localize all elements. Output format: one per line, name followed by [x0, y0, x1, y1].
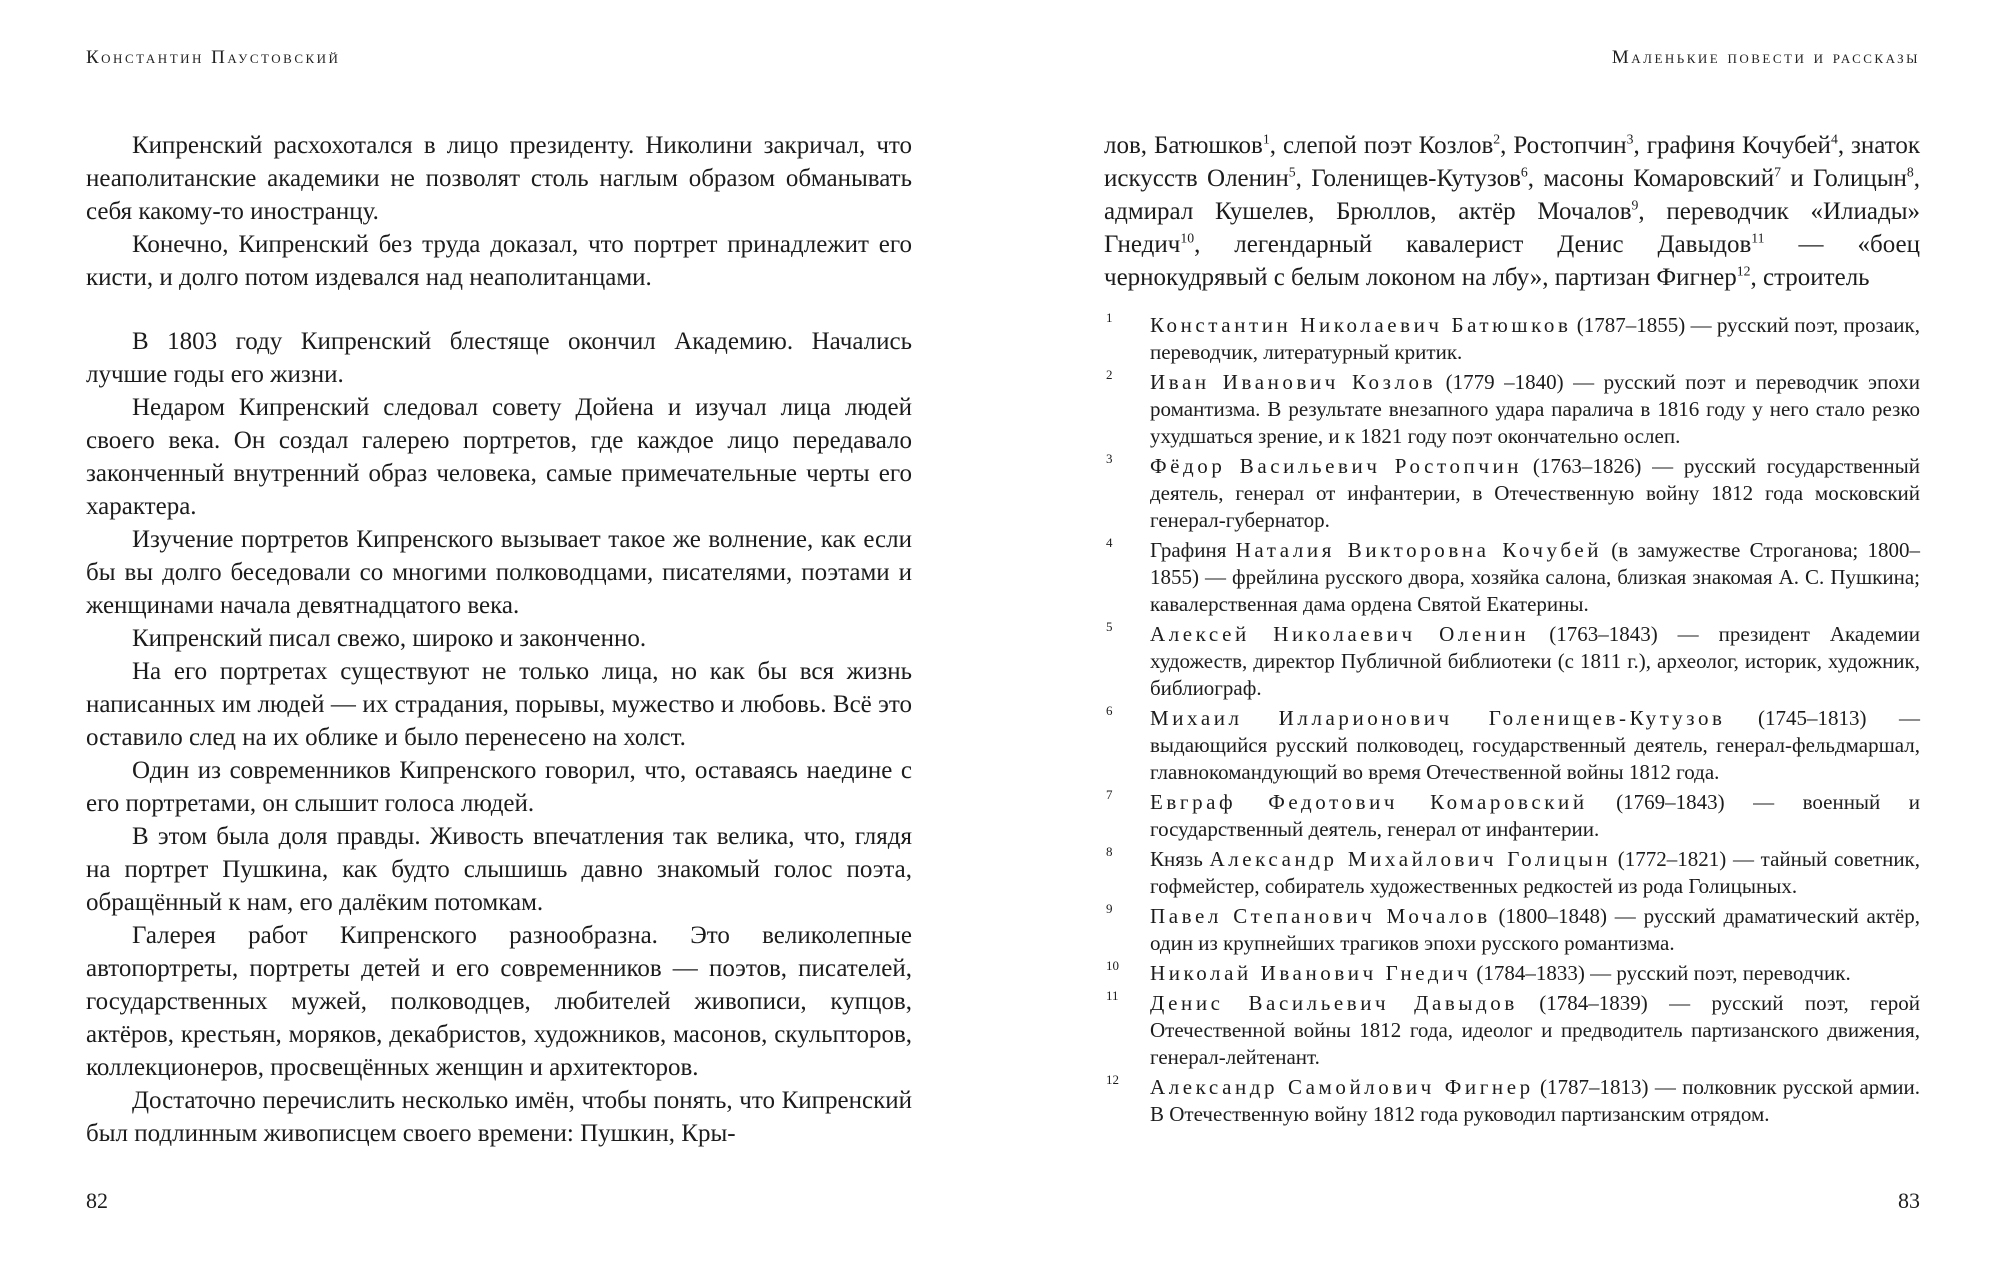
footnote-item: 6 Михаил Илларионович Голенищев-Кутузов (1745–1813) — выдающийся русский полководец, государственный деятель, генерал-фельдмаршал, главнокомандующий во время Отечественной войны 1812 года.	[1106, 703, 1920, 784]
paragraph: Один из современников Кипренского говорил, что, оставаясь наедине с его портретами, он слышит голоса людей.	[86, 757, 912, 817]
paragraph: Кипренский писал свежо, широко и законченно.	[132, 625, 647, 652]
footnote-person-name: Константин Николаевич Батюшков	[1150, 313, 1572, 337]
footnote-number: 4	[1106, 535, 1113, 550]
paragraph: Галерея работ Кипренского разнообразна. Это великолепные автопортреты, портреты детей и его современников — поэтов, писателей, государственных мужей, полководцев, любителей живописи, купцов, актёров, крестьян, моряков, декабристов, художников, масонов, скульпторов, коллекционеров, просвещённых женщин и архитекторов.	[86, 922, 912, 1081]
footnote-number: 1	[1106, 310, 1113, 325]
paragraph: Кипренский расхохотался в лицо президенту. Николини закричал, что неаполитанские академики не позволят столь наглым образом обманывать себя какому-то иностранцу.	[86, 132, 912, 225]
footnote-number: 2	[1106, 367, 1113, 382]
left-running-head: Константин Паустовский	[86, 47, 341, 68]
footnote-item: 4 Графиня Наталия Викторовна Кочубей (в замужестве Строганова; 1800–1855) — фрейлина русского двора, хозяйка салона, близкая знакомая А. С. Пушкина; кавалерственная дама ордена Святой Екатерины.	[1106, 535, 1921, 616]
footnote-item: 10 Николай Иванович Гнедич (1784–1833) — русский поэт, переводчик.	[1106, 958, 1851, 985]
footnote-person-name: Денис Васильевич Давыдов	[1150, 991, 1518, 1015]
footnote-number: 9	[1106, 901, 1113, 916]
footnote-person-name: Александр Самойлович Фигнер	[1150, 1075, 1534, 1099]
paragraph-continuation: лов, Батюшков$^1$, слепой поэт Козлов$^2$, Ростопчин$^3$, графиня Кочубей$^4$, знаток искусств Оленин$^5$, Голенищев-Кутузов$^6$, масоны Комаровский$^7$ и Голицын$^8$, адмирал Кушелев, Брюллов, актёр Мочалов$^9$, переводчик «Илиады» Гнедич$^{10}$, легендарный кавалерист Денис Давыдов$^{11}$ — «боец чернокудрявый с белым локоном на лбу», партизан Фигнер$^{12}$, строитель	[1104, 131, 1921, 291]
footnote-reference: 7	[1774, 164, 1781, 180]
footnote-item: 12 Александр Самойлович Фигнер (1787–1813) — полковник русской армии. В Отечественную войну 1812 года руководил партизанским отрядом.	[1106, 1072, 1920, 1126]
footnote-reference: 1	[1262, 131, 1270, 147]
right-page-body	[1104, 129, 1920, 294]
footnote-number: 3	[1106, 451, 1113, 466]
footnote-number: 11	[1106, 988, 1119, 1003]
paragraph: Изучение портретов Кипренского вызывает такое же волнение, как если бы вы долго беседовали со многими полководцами, писателями, поэтами и женщинами начала девятнадцатого века.	[86, 526, 912, 619]
footnote-number: 6	[1106, 703, 1113, 718]
paragraph: В этом была доля правды. Живость впечатления так велика, что, глядя на портрет Пушкина, как будто слышишь давно знакомый голос поэта, обращённый к нам, его далёким потомкам.	[86, 823, 912, 916]
footnote-reference: 10	[1180, 230, 1195, 246]
paragraph: Достаточно перечислить несколько имён, чтобы понять, что Кипренский был подлинным живописцем своего времени: Пушкин, Кры-	[86, 1087, 912, 1147]
footnote-item: 8 Князь Александр Михайлович Голицын (1772–1821) — тайный советник, гофмейстер, собиратель художественных редкостей из рода Голицыных.	[1106, 844, 1921, 898]
footnote-person-name: Иван Иванович Козлов	[1150, 370, 1437, 394]
footnote-reference: 4	[1830, 131, 1838, 147]
footnotes-section	[1104, 312, 1920, 1131]
left-page-number: 82	[86, 1188, 108, 1213]
footnote-number: 8	[1106, 844, 1113, 859]
footnote-reference: 3	[1626, 131, 1634, 147]
footnote-number: 5	[1106, 619, 1113, 634]
footnote-item: 1 Константин Николаевич Батюшков (1787–1855) — русский поэт, прозаик, переводчик, литературный критик.	[1106, 310, 1920, 364]
paragraph: Конечно, Кипренский без труда доказал, что портрет принадлежит его кисти, и долго потом издевался над неаполитанцами.	[86, 231, 912, 291]
footnote-item: 11 Денис Васильевич Давыдов (1784–1839) — русский поэт, герой Отечественной войны 1812 года, идеолог и предводитель партизанского движения, генерал-лейтенант.	[1106, 988, 1920, 1069]
footnote-person-name: Николай Иванович Гнедич	[1150, 961, 1472, 985]
paragraph: На его портретах существуют не только лица, но как бы вся жизнь написанных им людей — их страдания, порывы, мужество и любовь. Всё это оставило след на их облике и было перенесено на холст.	[86, 658, 912, 751]
footnote-person-name: Павел Степанович Мочалов	[1150, 904, 1491, 928]
footnote-number: 7	[1106, 787, 1113, 802]
footnote-reference: 8	[1906, 164, 1914, 180]
section-break	[86, 294, 912, 325]
footnote-item: 7 Евграф Федотович Комаровский (1769–1843) — военный и государственный деятель, генерал от инфантерии.	[1106, 787, 1920, 841]
footnote-item: 9 Павел Степанович Мочалов (1800–1848) — русский драматический актёр, один из крупнейших трагиков эпохи русского романтизма.	[1106, 901, 1920, 955]
left-page-body	[86, 129, 912, 1150]
footnote-person-name: Наталия Викторовна Кочубей	[1235, 538, 1603, 562]
paragraph: В 1803 году Кипренский блестяще окончил Академию. Начались лучшие годы его жизни.	[86, 328, 912, 388]
footnote-reference: 6	[1520, 164, 1528, 180]
footnote-reference: 12	[1736, 263, 1751, 279]
footnote-person-name: Михаил Илларионович Голенищев-Кутузов	[1150, 706, 1726, 730]
footnote-reference: 5	[1288, 164, 1296, 180]
footnote-item: 5 Алексей Николаевич Оленин (1763–1843) — президент Академии художеств, директор Публичной библиотеки (с 1811 г.), археолог, историк, художник, библиограф.	[1106, 619, 1921, 700]
paragraph: Недаром Кипренский следовал совету Дойена и изучал лица людей своего века. Он создал галерею портретов, где каждое лицо передавало законченный внутренний образ человека, самые примечательные черты его характера.	[86, 394, 912, 520]
footnote-person-name: Евграф Федотович Комаровский	[1150, 790, 1588, 814]
footnote-item: 2 Иван Иванович Козлов (1779 –1840) — русский поэт и переводчик эпохи романтизма. В результате внезапного удара паралича в 1816 году у него стало резко ухудшаться зрение, и к 1821 году поэт окончательно ослеп.	[1106, 367, 1920, 448]
footnote-person-name: Алексей Николаевич Оленин	[1150, 622, 1530, 646]
footnote-reference: 9	[1631, 197, 1639, 213]
footnote-person-name: Александр Михайлович Голицын	[1209, 847, 1612, 871]
footnote-reference: 2	[1493, 131, 1501, 147]
footnote-reference: 11	[1751, 230, 1765, 246]
footnote-item: 3 Фёдор Васильевич Ростопчин (1763–1826) — русский государственный деятель, генерал от инфантерии, в Отечественную войну 1812 года московский генерал-губернатор.	[1106, 451, 1920, 532]
right-page-number: 83	[1898, 1188, 1920, 1213]
footnote-person-name: Фёдор Васильевич Ростопчин	[1150, 454, 1523, 478]
footnote-number: 12	[1106, 1072, 1119, 1087]
right-running-head: Маленькие повести и рассказы	[1611, 47, 1920, 68]
footnote-number: 10	[1106, 958, 1119, 973]
